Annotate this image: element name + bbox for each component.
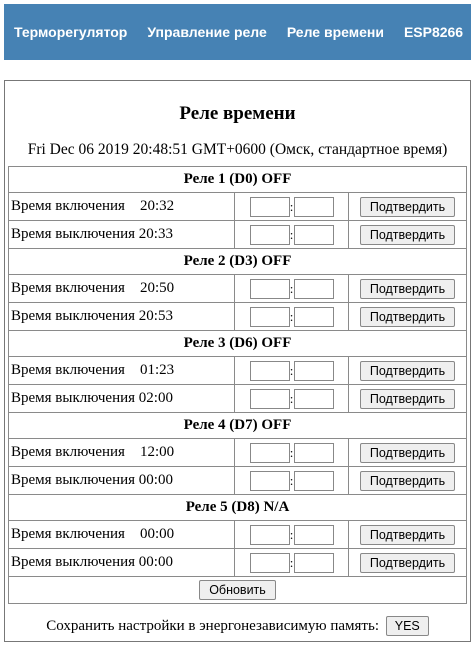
table-row: Время выключения 00:00 : Подтвердить — [9, 467, 467, 495]
relay-header: Реле 5 (D8) N/A — [9, 495, 467, 521]
nav-link-esp8266[interactable]: ESP8266 — [403, 24, 464, 40]
save-settings-label: Сохранить настройки в энергонезависимую память: — [46, 618, 379, 634]
hours-input[interactable] — [250, 525, 290, 545]
on-time-value: 20:32 — [139, 198, 175, 214]
on-time-value: 01:23 — [139, 362, 175, 378]
minutes-input[interactable] — [294, 197, 334, 217]
relay-header-row — [9, 495, 467, 521]
confirm-button[interactable]: Подтвердить — [360, 361, 455, 381]
confirm-button[interactable]: Подтвердить — [360, 443, 455, 463]
on-time-value: 00:00 — [139, 526, 175, 542]
relay-header: Реле 2 (D3) OFF — [9, 249, 467, 275]
off-time-value: 00:00 — [138, 472, 173, 488]
nav-link-time-relay[interactable]: Реле времени — [286, 24, 384, 40]
table-row: Время включения 01:23 : Подтвердить — [9, 357, 467, 385]
minutes-input[interactable] — [294, 225, 334, 245]
table-row: Время включения 20:32 : Подтвердить — [9, 193, 467, 221]
minutes-input[interactable] — [294, 553, 334, 573]
confirm-button[interactable]: Подтвердить — [360, 471, 455, 491]
table-row: Время включения 12:00 : Подтвердить — [9, 439, 467, 467]
save-settings-row — [5, 616, 470, 636]
relay-header-row — [9, 167, 467, 193]
time-relay-panel — [4, 80, 471, 642]
off-time-label: Время выключения — [11, 226, 136, 242]
on-time-value: 20:50 — [139, 280, 175, 296]
table-row: Время выключения 02:00 : Подтвердить — [9, 385, 467, 413]
minutes-input[interactable] — [294, 525, 334, 545]
minutes-input[interactable] — [294, 307, 334, 327]
on-time-label: Время включения — [11, 444, 125, 460]
relay-header-row — [9, 413, 467, 439]
minutes-input[interactable] — [294, 279, 334, 299]
relay-header: Реле 1 (D0) OFF — [9, 167, 467, 193]
off-time-label: Время выключения — [11, 472, 136, 488]
relay-schedule-table — [8, 166, 467, 604]
hours-input[interactable] — [250, 361, 290, 381]
table-row: Время включения 20:50 : Подтвердить — [9, 275, 467, 303]
confirm-button[interactable]: Подтвердить — [360, 525, 455, 545]
update-button[interactable]: Обновить — [199, 580, 276, 600]
hours-input[interactable] — [250, 389, 290, 409]
off-time-label: Время выключения — [11, 308, 136, 324]
hours-input[interactable] — [250, 225, 290, 245]
off-time-value: 20:53 — [138, 308, 173, 324]
table-row: Время выключения 00:00 : Подтвердить — [9, 549, 467, 577]
on-time-value: 12:00 — [139, 444, 175, 460]
hours-input[interactable] — [250, 471, 290, 491]
on-time-label: Время включения — [11, 362, 125, 378]
hours-input[interactable] — [250, 307, 290, 327]
off-time-value: 20:33 — [138, 226, 173, 242]
on-time-label: Время включения — [11, 198, 125, 214]
off-time-value: 02:00 — [138, 390, 173, 406]
nav-link-relay-control[interactable]: Управление реле — [147, 24, 267, 40]
relay-header-row — [9, 331, 467, 357]
confirm-button[interactable]: Подтвердить — [360, 553, 455, 573]
table-row: Время включения 00:00 : Подтвердить — [9, 521, 467, 549]
hours-input[interactable] — [250, 553, 290, 573]
relay-header: Реле 4 (D7) OFF — [9, 413, 467, 439]
hours-input[interactable] — [250, 197, 290, 217]
table-row: Время выключения 20:33 : Подтвердить — [9, 221, 467, 249]
minutes-input[interactable] — [294, 443, 334, 463]
on-time-label: Время включения — [11, 526, 125, 542]
minutes-input[interactable] — [294, 361, 334, 381]
table-row: Время выключения 20:53 : Подтвердить — [9, 303, 467, 331]
on-time-label: Время включения — [11, 280, 125, 296]
save-yes-button[interactable]: YES — [386, 616, 429, 636]
hours-input[interactable] — [250, 443, 290, 463]
confirm-button[interactable]: Подтвердить — [360, 279, 455, 299]
top-nav-bar — [4, 4, 471, 60]
confirm-button[interactable]: Подтвердить — [360, 225, 455, 245]
hours-input[interactable] — [250, 279, 290, 299]
update-row — [9, 577, 467, 604]
page-title: Реле времени — [179, 103, 296, 124]
confirm-button[interactable]: Подтвердить — [360, 197, 455, 217]
relay-header-row — [9, 249, 467, 275]
confirm-button[interactable]: Подтвердить — [360, 389, 455, 409]
confirm-button[interactable]: Подтвердить — [360, 307, 455, 327]
off-time-label: Время выключения — [11, 390, 136, 406]
off-time-label: Время выключения — [11, 554, 136, 570]
relay-header: Реле 3 (D6) OFF — [9, 331, 467, 357]
current-datetime: Fri Dec 06 2019 20:48:51 GMT+0600 (Омск, стандартное время) — [27, 141, 448, 158]
minutes-input[interactable] — [294, 389, 334, 409]
off-time-value: 00:00 — [138, 554, 173, 570]
nav-link-thermoregulator[interactable]: Терморегулятор — [14, 24, 128, 40]
minutes-input[interactable] — [294, 471, 334, 491]
